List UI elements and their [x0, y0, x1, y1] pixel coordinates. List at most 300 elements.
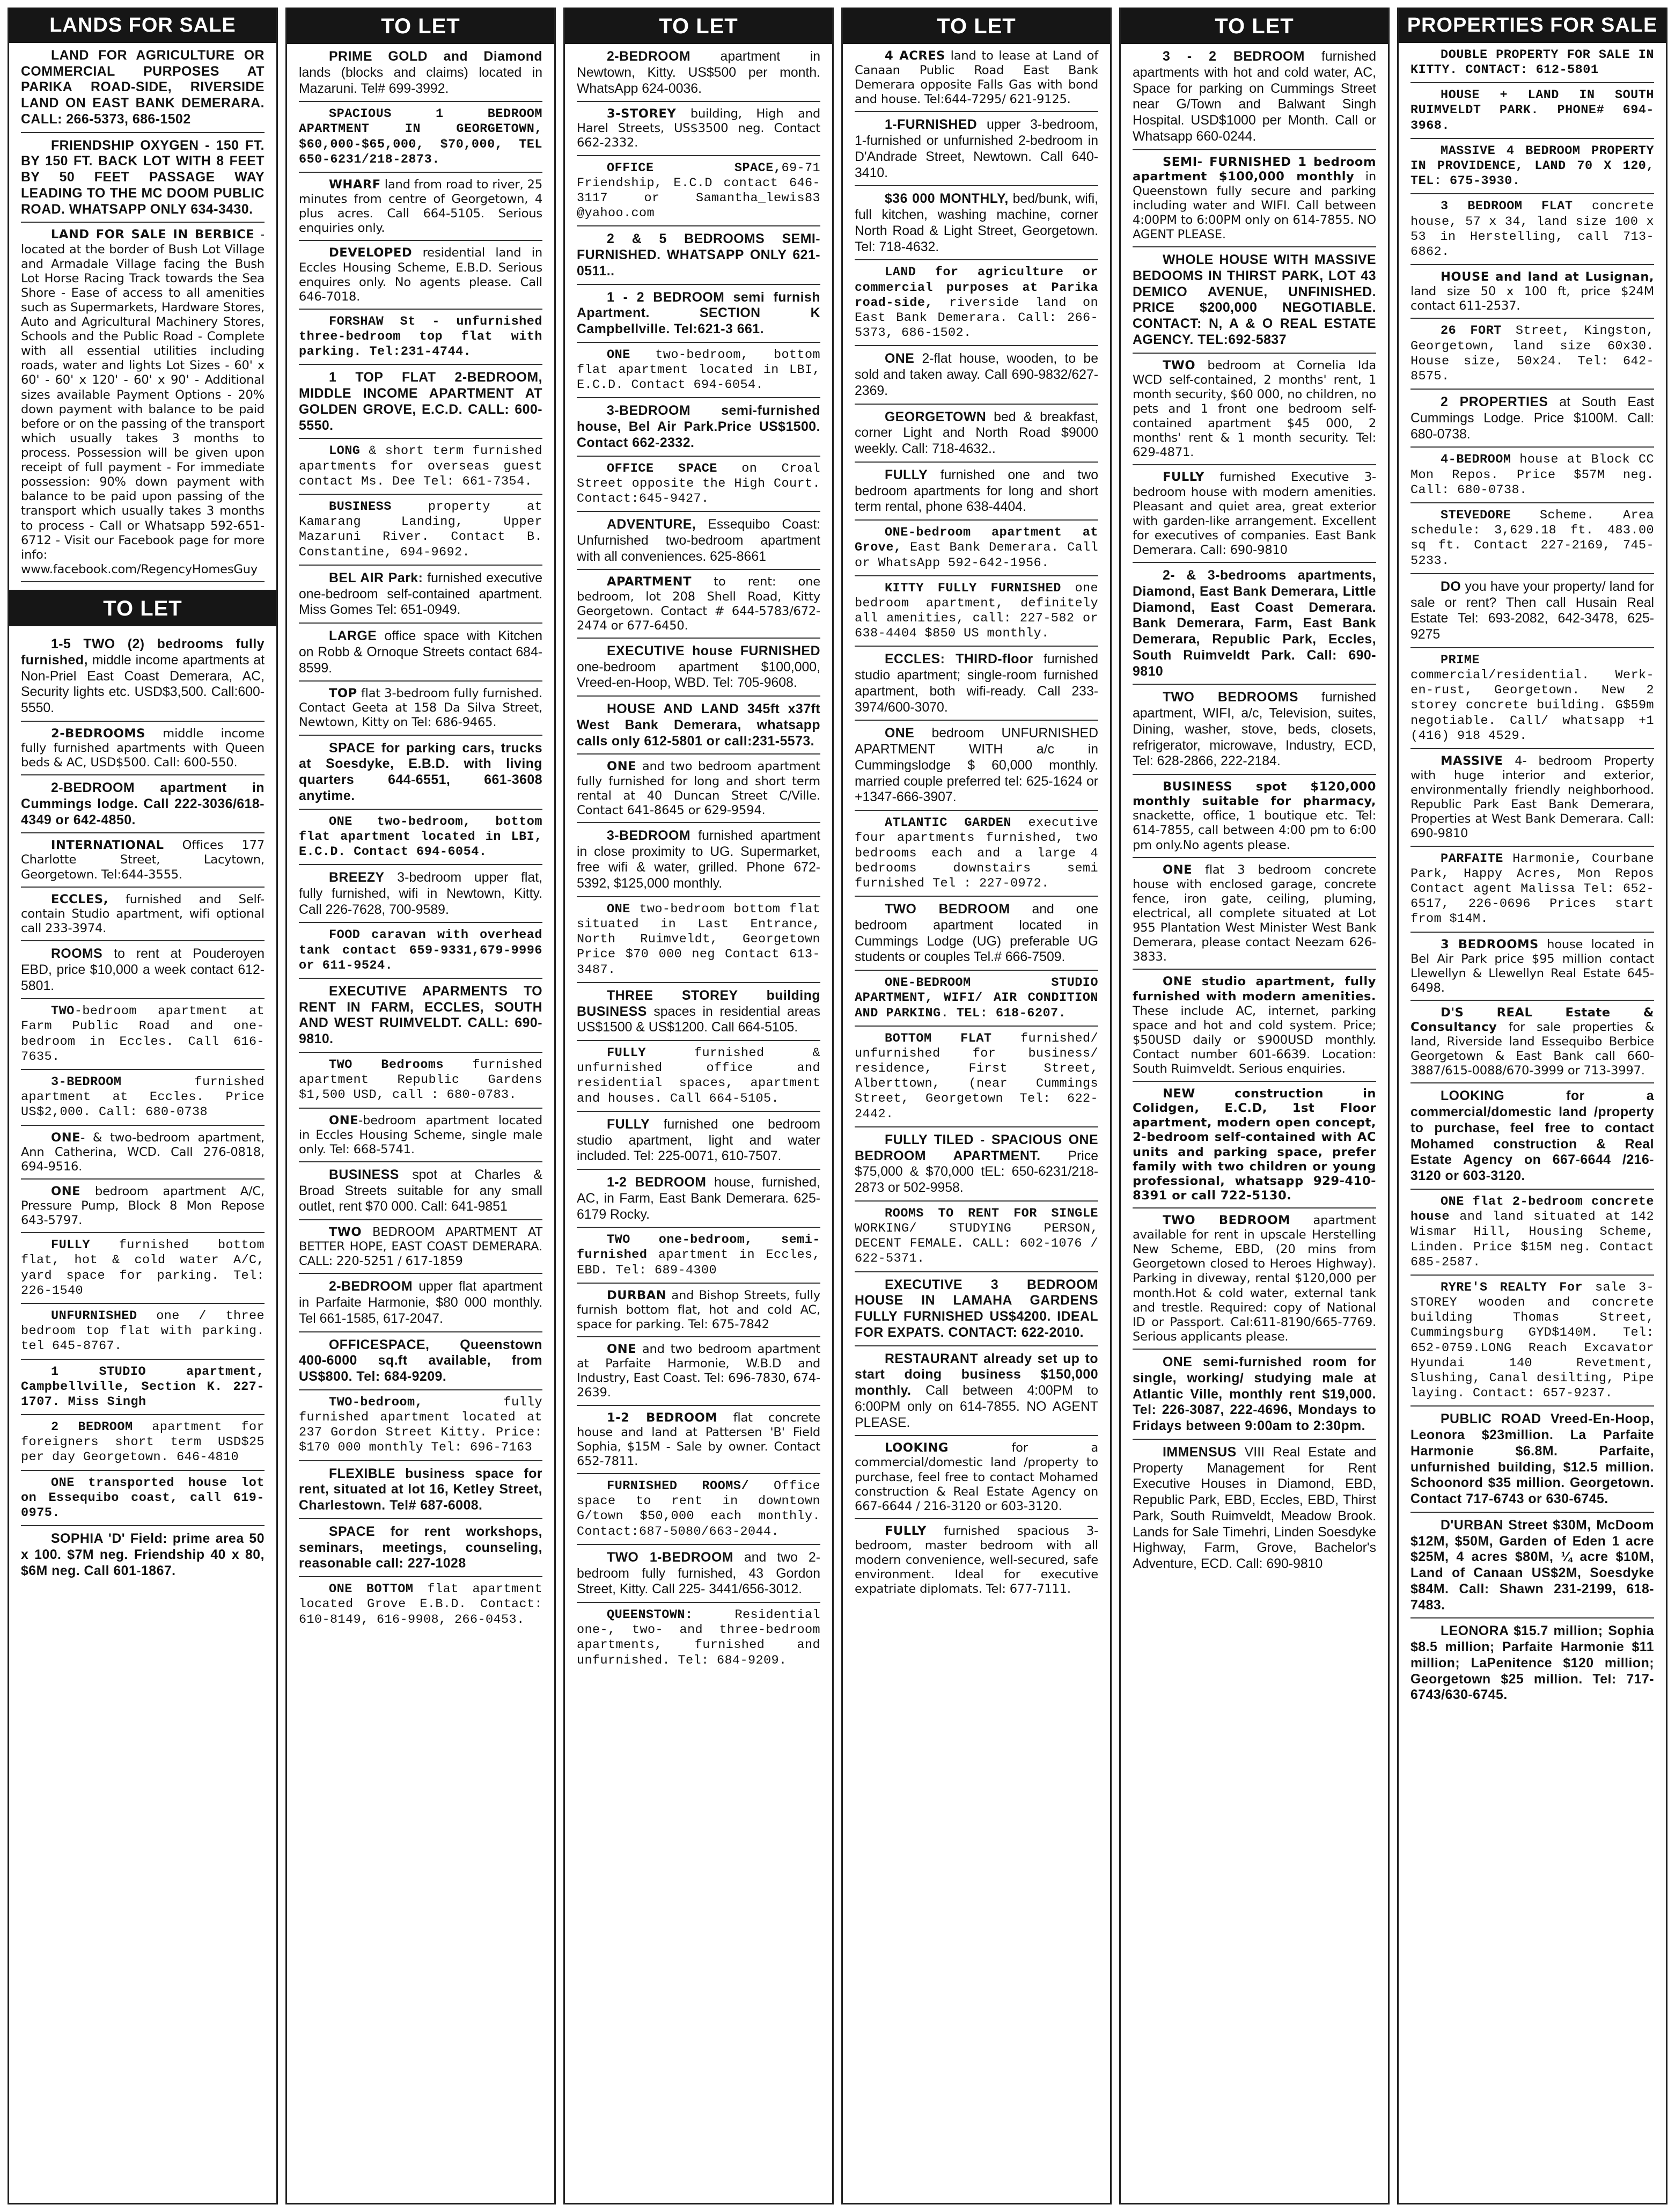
ad-body: furnished spacious 3-bedroom, master bedroom with all modern convenience, well-secured, safe environment. Ideal for executive expatriate diplomats. Tel: 677-7111.: [855, 1524, 1098, 1596]
ad-body: one-bedroom apartment $100,000, Vreed-en-Hoop, WBD. Tel: 705-9608.: [577, 660, 820, 691]
ad-lead: TWO: [329, 1225, 362, 1240]
ad-lead: ONE-BEDROOM STUDIO APARTMENT, WIFI/ AIR CONDITION AND PARKING. TEL: 618-6207.: [855, 976, 1098, 1021]
classified-ad: [21, 775, 265, 833]
ad-body: lands (blocks and claims) located in Mazaruni. Tel# 699-3992.: [299, 65, 542, 96]
ad-column: [841, 8, 1112, 2204]
ad-lead: ADVENTURE,: [607, 517, 696, 532]
classified-ad: [299, 1519, 542, 1577]
classified-ad: [1133, 150, 1376, 248]
classified-ad: [1133, 858, 1376, 970]
section-header: TO LET: [9, 590, 276, 626]
ad-body: bed/bunk, wifi, full kitchen, washing machine, corner North Road & Light Street, Georgetown. Tel: 718-4632.: [855, 192, 1099, 254]
ad-lead: RYRE'S REALTY For: [1441, 1280, 1583, 1295]
ad-lead: 2-BEDROOM: [329, 1279, 413, 1294]
classified-ad: [1410, 83, 1654, 139]
ad-body: concrete house, 57 x 34, land size 100 x 53 in Herstelling, call 713-6862.: [1410, 199, 1654, 259]
classified-ad: [1410, 503, 1654, 574]
classified-ad: [577, 755, 820, 823]
classified-ad: [1410, 749, 1654, 847]
classified-ad: [577, 639, 820, 697]
ad-body: residential land in Eccles Housing Scheme, E.B.D. Serious enquires only. No agents please. Call 646-7018.: [299, 246, 542, 304]
classified-ad: [299, 923, 542, 979]
ad-lead: D'S REAL Estate & Consultancy: [1410, 1005, 1654, 1035]
classified-ad: [577, 1474, 820, 1545]
ad-body: Essequibo Coast: Unfurnished two-bedroom apartment with all conveniences. 625-8661: [577, 517, 820, 564]
classified-ad: [855, 346, 1098, 404]
ad-lead: 2 & 5 BEDROOMS SEMI-FURNISHED. WHATSAPP ONLY 621-0511..: [577, 232, 820, 279]
ad-body: executive four apartments furnished, two bedrooms each and a large 4 bedrooms downstairs semi furnished Tel : 227-0972.: [855, 816, 1098, 891]
classified-ad: [21, 1471, 265, 1527]
ad-lead: 2-BEDROOM apartment in Cummings lodge. Call 222-3036/618-4349 or 642-4850.: [21, 781, 265, 827]
classified-ad: [1133, 44, 1376, 150]
classified-ad: [855, 647, 1098, 721]
ad-body: Scheme. Area schedule: 3,629.18 ft. 483.00 sq ft. Contact 227-2169, 745-5233.: [1410, 508, 1654, 568]
ad-body: on Croal Street opposite the High Court. Contact:645-9427.: [577, 461, 820, 507]
ad-lead: ONE: [607, 759, 637, 774]
ad-body: furnished studio apartment; single-room furnished apartment, both wifi-ready. Call 233-3974/600-3070.: [855, 652, 1098, 715]
classified-ad: [299, 566, 542, 624]
ad-body: spot at Charles & Broad Streets suitable for any small outlet, rent $70 000. Call: 641-9851: [299, 1167, 542, 1214]
ad-lead: THREE STOREY building BUSINESS: [577, 988, 820, 1019]
ad-body: one bedroom apartment, definitely all amenities, call: 227-582 or 638-4404 $850 US monthly.: [855, 581, 1098, 641]
classified-ad: [577, 1284, 820, 1337]
ad-lead: DOUBLE PROPERTY FOR SALE IN KITTY. CONTACT: 612-5801: [1410, 47, 1654, 78]
ad-body: furnished bottom flat, hot & cold water A/C, yard space for parking. Tel: 226-1540: [21, 1238, 265, 1298]
ad-body: at South East Cummings Lodge. Price $100M. Call: 680-0738.: [1410, 395, 1654, 442]
classified-ad: [1133, 247, 1376, 354]
classified-ad: [577, 897, 820, 983]
classified-ad: [577, 398, 820, 456]
classified-ad: [21, 833, 265, 887]
ad-lead: FULLY: [885, 1524, 927, 1538]
ad-lead: SOPHIA 'D' Field: prime area 50 x 100. $7M neg. Friendship 40 x 80, $6M neg. Call 601-1867.: [21, 1532, 265, 1578]
ad-lead: APARTMENT: [607, 575, 692, 589]
classified-ad: [299, 1109, 542, 1162]
ad-lead: ONE: [885, 351, 915, 367]
ad-body: two-bedroom, bottom flat apartment located in LBI, E.C.D. Contact 694-6054.: [577, 347, 820, 393]
classified-ad: [1410, 1276, 1654, 1407]
ad-body: spaces in residential areas US$1500 & US$1200. Call 664-5105.: [577, 1004, 820, 1035]
ad-lead: BUSINESS: [329, 1167, 399, 1182]
ad-lead: TWO: [51, 1004, 75, 1019]
ad-body: and land situated at 142 Wismar Hill, Housing Scheme, Linden. Price $15M neg. Contact 685-2587.: [1410, 1210, 1654, 1270]
ad-lead: PRIME: [1441, 653, 1480, 668]
ad-lead: TWO 1-BEDROOM: [607, 1550, 733, 1565]
ad-lead: KITTY FULLY FURNISHED: [885, 581, 1061, 596]
ad-body: furnished apartment in close proximity to UG. Supermarket, free wifi & water, grilled. Phone 672-5392, $125,000 monthly.: [577, 828, 820, 891]
ad-body: fully furnished apartment located at 237 Gordon Street Kitty. Price: $170 000 monthly Tel: 696-7163: [299, 1395, 542, 1455]
classified-ad: [1410, 1190, 1654, 1276]
ad-body: sale 3-STOREY wooden and concrete building Thomas Street, Cummingsburg GYD$140M. Tel: 652-0759.LONG Reach Excavator Hyundai 140 Revetment, Slushing, Canal desilting, Pipe laying. Contact: 657-9237.: [1410, 1280, 1654, 1401]
ad-body: These include AC, internet, parking space and hot and cold system. Price; $50USD daily or $900USD monthly. Contact number 601-6639. Location: South Ruimveldt. Serious enquiries.: [1133, 1004, 1376, 1076]
ad-lead: FLEXIBLE business space for rent, situated at lot 16, Ketley Street, Charlestown. Tel# 687-6008.: [299, 1466, 542, 1513]
classified-ad: [21, 1070, 265, 1126]
classified-ad: [1410, 139, 1654, 195]
ad-lead: FULLY: [607, 1117, 650, 1132]
ad-lead: 2 BEDROOM: [51, 1420, 133, 1435]
classified-ad: [577, 1545, 820, 1603]
ad-body: flat 3 bedroom concrete house with enclosed garage, concrete fence, iron gate, ceiling, pluming, electrical, all complete situated at Lot 955 Plantation West Minister West Bank Demerara, please contact Neezam 626-3833.: [1133, 862, 1376, 964]
classified-ad: [855, 260, 1098, 346]
ad-column: [1119, 8, 1390, 2204]
ad-lead: TWO BEDROOM: [1163, 1213, 1291, 1228]
ad-lead: 3-STOREY: [607, 107, 677, 121]
ad-lead: ONE: [607, 347, 630, 362]
classified-ad: [577, 44, 820, 102]
ad-lead: 1-2 BEDROOM: [607, 1175, 707, 1190]
ad-lead: WHOLE HOUSE WITH MASSIVE BEDOOMS IN THIRST PARK, LOT 43 DEMICO AVENUE, UNFINISHED. PRICE $200,000 NEGOTIABLE. CONTACT: N, A & O REAL ESTATE AGENCY. TEL:692-5837: [1133, 253, 1376, 347]
ad-lead: LARGE: [329, 629, 377, 643]
ad-body: upper flat apartment in Parfaite Harmonie, $80 000 monthly. Tel 661-1585, 617-2047.: [299, 1279, 542, 1326]
ad-body: and one bedroom apartment located in Cummings Lodge (UG) preferable UG students or couples Tel.# 666-7509.: [855, 902, 1098, 965]
classified-ad: [21, 223, 265, 582]
ad-body: 3-bedroom upper flat, fully furnished, wifi in Newtown, Kitty. Call 226-7628, 700-9589.: [299, 870, 542, 917]
ad-lead: DEVELOPED: [329, 246, 413, 260]
ad-column: [8, 8, 278, 2204]
classified-ad: [1410, 319, 1654, 390]
ad-lead: TWO: [1163, 358, 1196, 372]
ad-lead: 2-BEDROOM: [607, 49, 691, 64]
ad-lead: MASSIVE: [1441, 753, 1503, 768]
classified-ad: [1133, 1082, 1376, 1208]
ad-body: office space with Kitchen on Robb & Ornoque Streets contact 684-8599.: [299, 629, 542, 676]
ad-body: property at Kamarang Landing, Upper Mazaruni River. Contact B. Constantine, 694-9692.: [299, 500, 542, 560]
ad-lead: BUSINESS spot $120,000 monthly suitable for pharmacy,: [1133, 780, 1376, 809]
ad-lead: FORSHAW St - unfurnished three-bedroom top flat with parking. Tel:231-4744.: [299, 314, 542, 360]
classified-ad: [1133, 465, 1376, 563]
classified-ad: [299, 495, 542, 566]
ad-lead: 2- & 3-bedrooms apartments, Diamond, East Bank Demerara, Little Diamond, East Coast Demerara. Bank Demerara, Farm, East Bank Demerara, Republic Park, Eccles, South Ruimveldt Park. Call: 690-9810: [1133, 568, 1376, 679]
classified-ad: [577, 1041, 820, 1112]
ad-lead: 26 FORT: [1441, 324, 1502, 339]
classified-ad: [1410, 265, 1654, 319]
ad-lead: 1-FURNISHED: [885, 118, 978, 133]
classified-ad: [299, 173, 542, 241]
ad-lead: BREEZY: [329, 870, 385, 885]
ad-lead: TWO one-bedroom, semi-furnished: [577, 1233, 820, 1263]
ad-lead: LAND FOR SALE IN BERBICE: [51, 228, 255, 242]
ad-body: Residential one-, two- and three-bedroom apartments, furnished and unfurnished. Tel: 684-9209.: [577, 1608, 820, 1668]
ad-lead: BOTTOM FLAT: [885, 1031, 992, 1046]
ad-lead: INTERNATIONAL: [51, 838, 164, 853]
ad-lead: ONE: [329, 1113, 359, 1127]
ad-lead: 3 - 2 BEDROOM: [1163, 49, 1305, 64]
ad-lead: LOOKING for a commercial/domestic land /property to purchase, feel free to contact Mohamed construction & Real Estate Agency on 667-6644 /216-3120 or 603-3120.: [1410, 1089, 1654, 1184]
classified-ad: [299, 1162, 542, 1220]
ad-lead: ONE: [607, 902, 630, 917]
ad-lead: BEL AIR Park:: [329, 570, 423, 585]
classified-ad: [1410, 1618, 1654, 1708]
ad-body: furnished apartments with hot and cold water, AC, Space for parking on Cummings Street near G/Town and Balwant Singh Hospital. USD$1000 per Month. Call or Whatsapp 660-0244.: [1133, 49, 1376, 144]
ad-body: and two bedroom apartment at Parfaite Harmonie, W.B.D and Industry, East Coast. Tel: 696-7830, 674-2639.: [577, 1342, 820, 1400]
ad-lead: OFFICE SPACE,: [607, 160, 782, 175]
ad-lead: ROOMS TO RENT FOR SINGLE: [885, 1206, 1098, 1221]
ad-lead: SPACE for parking cars, trucks at Soesdyke, E.B.D. with living quarters 644-6551, 661-3608 anytime.: [299, 741, 542, 803]
ad-lead: ONE: [607, 1342, 637, 1357]
classified-ad: [1410, 390, 1654, 448]
classified-ad: [855, 44, 1098, 112]
ad-lead: LAND for agriculture or commercial purposes at Parika road-side,: [855, 265, 1098, 310]
ad-lead: 1 TOP FLAT 2-BEDROOM, MIDDLE INCOME APARTMENT AT GOLDEN GROVE, E.C.D. CALL: 600-5550.: [299, 370, 542, 433]
ad-body: for sale properties & land, Riverside land Essequibo Berbice Georgetown & East Bank call 660-3887/615-0088/670-3999 or 713-3997.: [1410, 1020, 1654, 1078]
section-header: PROPERTIES FOR SALE: [1399, 8, 1666, 43]
classified-ad: [299, 624, 542, 682]
classified-ad: [577, 983, 820, 1041]
ad-body: furnished & unfurnished office and residential spaces, apartment and houses. Call 664-5105.: [577, 1046, 820, 1106]
ad-lead: STEVEDORE: [1441, 508, 1511, 523]
classified-ad: [1133, 1208, 1376, 1350]
classified-ad: [21, 133, 265, 223]
ad-lead: UNFURNISHED: [51, 1308, 137, 1323]
ad-column: [285, 8, 556, 2204]
ad-lead: 4-BEDROOM: [1441, 452, 1511, 467]
classified-ad: [1133, 563, 1376, 685]
classified-ad: [21, 1415, 265, 1471]
ad-lead: RESTAURANT already set up to start doing business $150,000 monthly.: [855, 1351, 1098, 1398]
classified-ad: [299, 682, 542, 735]
ad-body: two-bedroom bottom flat situated in Last Entrance, North Ruimveldt, Georgetown Price $70 000 neg Contact 613-3487.: [577, 902, 820, 977]
ad-lead: PUBLIC ROAD Vreed-En-Hoop, Leonora $23million. La Parfaite Harmonie $6.8M. Parfaite, unfurnished building, $12.5 million. Schoonord $35 million. Georgetown. Contact 717-6743 or 630-6745.: [1410, 1412, 1654, 1507]
ad-body: snackette, office, 1 boutique etc. Tel: 614-7855, call between 4:00 pm to 6:00 pm only.No agents please.: [1133, 809, 1376, 852]
classified-ad: [299, 1053, 542, 1109]
classified-ad: [21, 1360, 265, 1416]
ad-lead: NEW construction in Colidgen, E.C.D, 1st Floor apartment, modern open concept, 2-bedroom self-contained with AC units and parking space, prefer family with two children or young professional, whatsapp 929-410-8391 or call 722-5130.: [1133, 1087, 1376, 1203]
ad-body: flat 3-bedroom fully furnished. Contact Geeta at 158 Da Silva Street, Newtown, Kitty on Tel: 686-9465.: [299, 686, 542, 730]
classified-ad: [299, 736, 542, 810]
ad-lead: FULLY TILED - SPACIOUS ONE BEDROOM APARTMENT.: [855, 1132, 1098, 1163]
classified-ad: [1133, 970, 1376, 1082]
classified-ad: [855, 971, 1098, 1027]
ad-body: riverside land on East Bank Demerara. Call: 266-5373, 686-1502.: [855, 295, 1098, 341]
ad-lead: WHARF: [329, 178, 381, 192]
ad-lead: 1 - 2 BEDROOM semi furnish Apartment. SECTION K Campbellville. Tel:621-3 661.: [577, 290, 820, 337]
classified-ad: [855, 1346, 1098, 1437]
ad-body: furnished apartment Republic Gardens $1,500 USD, call : 680-0783.: [299, 1057, 542, 1103]
classified-ad: [21, 888, 265, 941]
ad-lead: 3-BEDROOM semi-furnished house, Bel Air Park.Price US$1500. Contact 662-2332.: [577, 404, 820, 450]
classified-ad: [299, 1220, 542, 1274]
classified-ad: [577, 1337, 820, 1405]
classified-ad: [855, 112, 1098, 186]
ad-body: apartment in Newtown, Kitty. US$500 per month. WhatsApp 624-0036.: [577, 49, 820, 96]
ad-lead: 1-2 BEDROOM: [607, 1410, 718, 1425]
ad-body: one / three bedroom top flat with parking. tel 645-8767.: [21, 1308, 265, 1354]
ad-body: Office space to rent in downtown G/town $50,000 each monthly. Contact:687-5080/663-2044.: [577, 1479, 820, 1539]
classified-ad: [855, 1202, 1098, 1272]
classified-ad: [577, 1228, 820, 1284]
ad-lead: D'URBAN Street $30M, McDoom $12M, $50M, Garden of Eden 1 acre $25M, 4 acres $80M, ¼ acre $10M, Land of Canaan US$2M, Soesdyke $84M. Call: Shawn 231-2199, 618-7483.: [1410, 1518, 1654, 1613]
ad-lead: TWO Bedrooms: [329, 1057, 444, 1072]
ad-body: land size 50 x 100 ft, price $24M contact 611-2537.: [1410, 284, 1654, 313]
ad-lead: FRIENDSHIP OXYGEN - 150 FT. BY 150 FT. BACK LOT WITH 8 FEET BY 50 FEET PASSAGE WAY LEADING TO THE MC DOOM PUBLIC ROAD. WHATSAPP ONLY 634-3430.: [21, 138, 265, 217]
ad-body: furnished one and two bedroom apartments for long and short term rental, phone 638-4404.: [855, 467, 1098, 515]
classified-ad: [1410, 194, 1654, 265]
ad-lead: 3-BEDROOM: [607, 828, 691, 843]
ad-lead: EXECUTIVE APARMENTS TO RENT IN FARM, ECCLES, SOUTH AND WEST RUIMVELDT. CALL: 690-9810.: [299, 984, 542, 1047]
classified-ad: [21, 1304, 265, 1360]
classified-ad: [577, 570, 820, 638]
ad-lead: OFFICE SPACE: [607, 461, 717, 476]
ad-body: house, furnished, AC, in Farm, East Bank Demerara. 625-6179 Rocky.: [577, 1175, 820, 1222]
section-header: TO LET: [287, 8, 554, 44]
ad-body: commercial/residential. Werk-en-rust, Georgetown. New 2 storey concrete building. G$59m negotiable. Call/ whatsapp +1 (416) 918 4529.: [1410, 668, 1654, 743]
ad-body: land to lease at Land of Canaan Public Road East Bank Demerara opposite Falls Gas with bond and house. Tel:644-7295/ 621-9125.: [855, 49, 1099, 107]
ad-lead: FOOD caravan with overhead tank contact 659-9331,679-9996 or 611-9524.: [299, 928, 542, 973]
section-header: TO LET: [1121, 8, 1388, 44]
classified-ad: [577, 512, 820, 570]
ad-lead: ONE-bedroom apartment at Grove,: [855, 525, 1098, 555]
ad-body: to rent at Pouderoyen EBD, price $10,000 a week contact 612-5801.: [21, 947, 265, 993]
ad-body: Price $75,000 & $70,000 tEL: 650-6231/218-2873 or 502-9958.: [855, 1148, 1098, 1196]
classified-ad: [21, 1526, 265, 1583]
classified-ad: [1133, 685, 1376, 775]
classified-ad: [1410, 43, 1654, 83]
classified-ad: [855, 576, 1098, 647]
ad-lead: TWO-bedroom,: [329, 1395, 423, 1410]
ad-body: and two bedroom apartment fully furnished for long and short term rental at 40 Duncan Street C/Ville. Contact 641-8645 or 629-9594.: [577, 759, 820, 817]
ad-lead: BUSINESS: [329, 500, 392, 514]
ad-lead: SEMI- FURNISHED 1 bedroom apartment $100,000 monthly: [1133, 155, 1376, 184]
ad-lead: LONG: [329, 444, 361, 459]
ad-lead: ONE: [51, 1184, 81, 1198]
ad-lead: 3 BEDROOM FLAT: [1441, 199, 1573, 214]
classified-ad: [577, 1406, 820, 1474]
ad-body: Street, Kingston, Georgetown, land size 60x30. House size, 50x24. Tel: 642-8575.: [1410, 324, 1654, 384]
classified-ad: [577, 697, 820, 755]
ad-body: furnished/ unfurnished for business/ residence, First Street, Alberttown, (near Cummings Street, Georgetown Tel: 622-2442.: [855, 1031, 1098, 1122]
ad-body: Call between 4:00PM to 6:00PM only on 614-7855. NO AGENT PLEASE.: [855, 1383, 1098, 1430]
ad-lead: EXECUTIVE house FURNISHED: [607, 643, 820, 658]
ad-lead: 3-BEDROOM: [51, 1075, 122, 1089]
ad-body: middle income fully furnished apartments with Queen beds & AC, USD$500. Call: 600-550.: [21, 726, 265, 770]
ad-lead: ECCLES: THIRD-floor: [885, 652, 1033, 667]
ad-body: WORKING/ STUDYING PERSON, DECENT FEMALE. CALL: 602-1076 / 622-5371.: [855, 1221, 1098, 1266]
ad-body: and two 2-bedroom fully furnished, 43 Gordon Street, Kitty. Call 225- 3441/656-3012.: [577, 1550, 820, 1597]
classified-ad: [299, 1332, 542, 1390]
ad-body: upper 3-bedroom, 1-furnished or unfurnished 2-bedroom in D'Andrade Street, Newtown. Call 640-3410.: [855, 118, 1098, 180]
classified-ad: [855, 721, 1098, 811]
ad-lead: DO: [1441, 579, 1461, 594]
classified-ad: [1133, 775, 1376, 858]
classified-ad: [21, 632, 265, 722]
classified-ad: [855, 1027, 1098, 1127]
classified-ad: [577, 823, 820, 897]
ad-body: bed & breakfast, corner Light and North Road $9000 weekly. Call: 718-4632..: [855, 409, 1098, 457]
classified-ad: [21, 999, 265, 1070]
section-header: LANDS FOR SALE: [9, 8, 276, 43]
ad-lead: $36 000 MONTHLY,: [885, 192, 1009, 207]
ad-body: and Bishop Streets, fully furnish bottom flat, hot and cold AC, space for parking. Tel: 675-7842: [577, 1288, 820, 1332]
ad-body: you have your property/ land for sale or rent? Then call Husain Real Estate Tel: 693-2082, 642-3478, 625-9275: [1410, 579, 1654, 642]
classified-ad: [21, 941, 265, 999]
ad-column: [563, 8, 834, 2204]
ad-body: bedroom apartment A/C, Pressure Pump, Block 8 Mon Repose 643-5797.: [21, 1184, 265, 1228]
ad-body: flat apartment located Grove E.B.D. Contact: 610-8149, 616-9908, 266-0453.: [299, 1582, 542, 1627]
classified-ad: [855, 811, 1098, 897]
ad-body: apartment in Eccles, EBD. Tel: 689-4300: [577, 1248, 820, 1278]
ad-lead: TOP: [329, 686, 357, 701]
classified-ad: [299, 241, 542, 309]
ad-lead: TWO BEDROOMS: [1163, 690, 1298, 705]
classified-ad: [21, 722, 265, 775]
ad-body: -bedroom apartment at Farm Public Road and one-bedroom in Eccles. Call 616-7635.: [21, 1004, 265, 1064]
classified-ad: [21, 43, 265, 133]
ad-body: land from road to river, 25 minutes from centre of Georgetown, 4 plus acres. Call 664-5105. Serious enquiries only.: [299, 178, 542, 236]
ad-body: - located at the border of Bush Lot Village and Armadale Village facing the Bush Lot Horse Racing Track towards the Sea Shore - Ease of access to all amenities such as Supermarkets, Hardware Stores, Auto and Agricultural Machinery Stores, Schools and the Public Road - Complete with all essential utilities including roads, water and lights Lot Sizes - 60' x 60' - 60' x 120' - 60' x 90' - Additional sizes available Payment Options - 20% down payment with balance to be paid before or on the passing of the transport which usually takes 3 months to process. Possession will be given upon receipt of full payment - For immediate possession: 90% down payment with balance to be paid upon passing of the transport which usually takes 3 months to process - Call or Whatsapp 592-651-6712 - Visit our Facebook page for more info: www.facebook.com/RegencyHomesGuy: [21, 228, 265, 576]
ad-lead: PARFAITE: [1441, 851, 1503, 866]
ad-lead: ONE studio apartment, fully furnished with modern amenities.: [1133, 975, 1376, 1004]
classified-ad: [299, 1577, 542, 1632]
ad-lead: LAND FOR AGRICULTURE OR COMMERCIAL PURPOSES AT PARIKA ROAD-SIDE, RIVERSIDE LAND ON EAST BANK DEMERARA. CALL: 266-5373, 686-1502: [21, 48, 265, 127]
classified-ad: [577, 226, 820, 284]
ad-lead: ONE transported house lot on Essequibo coast, call 619-0975.: [21, 1475, 265, 1521]
ad-body: building, High and Harel Streets, US$3500 neg. Contact 662-2332.: [577, 107, 820, 150]
ad-lead: IMMENSUS: [1163, 1445, 1237, 1460]
classified-ad: [855, 186, 1098, 260]
classified-ad: [299, 1461, 542, 1519]
ad-lead: FULLY: [51, 1238, 91, 1253]
classified-ad: [1410, 1513, 1654, 1619]
ad-body: Offices 177 Charlotte Street, Lacytown, Georgetown. Tel:644-3555.: [21, 838, 265, 882]
ad-lead: SPACE for rent workshops, seminars, meetings, counseling, reasonable call: 227-1028: [299, 1524, 542, 1571]
classified-ad: [299, 810, 542, 866]
classified-ad: [21, 1126, 265, 1180]
ad-body: BEDROOM APARTMENT AT BETTER HOPE, EAST COAST DEMERARA. CALL: 220-5251 / 617-1859: [299, 1225, 542, 1269]
ad-body: & short term furnished apartments for overseas guest contact Ms. Dee Tel: 661-7354.: [299, 444, 542, 489]
classified-ad: [577, 1170, 820, 1228]
classified-ad: [1410, 1407, 1654, 1513]
ad-column: [1397, 8, 1667, 2204]
ad-lead: 2 PROPERTIES: [1441, 395, 1548, 410]
ad-lead: FULLY: [607, 1046, 647, 1061]
ad-lead: ONE: [885, 726, 915, 741]
classified-ad: [21, 1180, 265, 1233]
ad-body: - & two-bedroom apartment, Ann Catherina, WCD. Call 276-0818, 694-9516.: [21, 1130, 265, 1174]
classifieds-page: [8, 8, 1667, 2204]
classified-ad: [855, 1272, 1098, 1346]
ad-body: 69-71 Friendship, E.C.D contact 646-3117 or Samantha_lewis83 @yahoo.com: [577, 160, 820, 221]
ad-body: house located in Bel Air Park price $95 million contact Llewellyn & Llewellyn Real Estate 645-6498.: [1410, 937, 1654, 995]
ad-lead: ATLANTIC GARDEN: [885, 816, 1011, 831]
ad-body: to rent: one bedroom, lot 208 Shell Road, Kitty Georgetown. Contact # 644-5783/672-2474 or 677-6450.: [577, 575, 820, 633]
ad-body: in Queenstown fully secure and parking including water and WIFI. Call between 4:00PM to 6:00PM only on 614-7855. NO AGENT PLEASE.: [1133, 169, 1376, 242]
ad-body: middle income apartments at Non-Priel East Coast Demerara, AC, Security lights etc. USD$3,500. Call:600-5550.: [21, 653, 265, 716]
ad-lead: ONE two-bedroom, bottom flat apartment located in LBI, E.C.D. Contact 694-6054.: [299, 814, 542, 859]
classified-ad: [855, 897, 1098, 971]
ad-lead: PRIME GOLD and Diamond: [329, 49, 542, 64]
ad-body: VIII Real Estate and Property Management for Rent Executive Houses in Diamond, EBD, Republic Park, EBD, Eccles, EBD, Thirst Park, South Ruimveldt, Meadow Brook. Lands for Sale Timehri, Linden Soesdyke Highway, Farm, Grove, Bachelor's Adventure, ECD. Call: 690-9810: [1133, 1445, 1376, 1572]
classified-ad: [855, 463, 1098, 521]
ad-lead: OFFICESPACE, Queenstown 400-6000 sq.ft available, from US$800. Tel: 684-9209.: [299, 1337, 542, 1385]
classified-ad: [577, 457, 820, 512]
ad-body: furnished one bedroom studio apartment, light and water included. Tel: 225-0071, 610-7507.: [577, 1117, 820, 1164]
ad-lead: 4 ACRES: [885, 49, 945, 63]
ad-lead: HOUSE AND LAND 345ft x37ft West Bank Demerara, whatsapp calls only 612-5801 or call:231-5573.: [577, 702, 820, 749]
ad-lead: SPACIOUS 1 BEDROOM APARTMENT IN GEORGETOWN, $60,000-$65,000, $70,000, TEL 650-6231/218-2873.: [299, 107, 542, 167]
ad-lead: HOUSE + LAND IN SOUTH RUIMVELDT PARK. PHONE# 694-3968.: [1410, 88, 1654, 133]
ad-lead: ECCLES,: [51, 892, 108, 906]
ad-body: 4- bedroom Property with huge interior and exterior, environmentally friendly neighborhood. Republic Park East Bank Demerara, Properties at West Bank Demerara. Call: 690-9810: [1410, 753, 1654, 841]
ad-lead: 2-BEDROOMS: [51, 726, 146, 741]
section-header: TO LET: [843, 8, 1110, 44]
ad-lead: FULLY: [1163, 470, 1204, 485]
ad-body: furnished Executive 3- bedroom house with modern amenities. Pleasant and quiet area, great exterior with garden-like arrangement. Excellent for executives of companies. East Bank Demerara. Call: 690-9810: [1133, 470, 1376, 557]
ad-lead: FULLY: [885, 467, 928, 482]
classified-ad: [577, 285, 820, 343]
classified-ad: [855, 1127, 1098, 1202]
ad-body: apartment available for rent in upscale Herstelling New Scheme, EBD, (20 mins from Georgetown closed to Heroes Highway). Parking in diveway, rental $120,000 per month.Hot & cold water, external tank and trestle. Required: copy of National ID or Passport. Cal:611-8190/665-7769. Serious applicants please.: [1133, 1213, 1376, 1344]
section-header: TO LET: [565, 8, 832, 44]
